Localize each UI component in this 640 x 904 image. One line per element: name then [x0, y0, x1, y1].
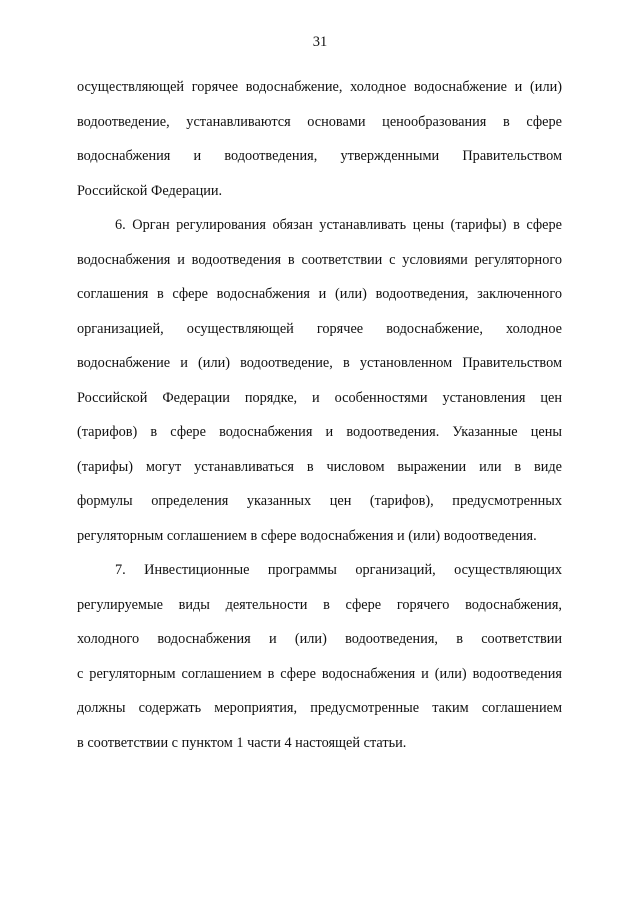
paragraph-item-7 — [77, 553, 562, 760]
text-line: 7. Инвестиционные программы организаций, осуществляющих — [115, 562, 562, 578]
text-line: организацией, осуществляющей горячее водоснабжение, холодное — [77, 320, 562, 337]
text-line: (тарифов) в сфере водоснабжения и водоотведения. Указанные цены — [77, 424, 562, 440]
text-line: (тарифы) могут устанавливаться в числовом выражении или в виде — [77, 458, 562, 475]
page-number: 31 — [312, 34, 328, 50]
text-line: в соответствии с пунктом 1 части 4 настоящей статьи. — [77, 734, 407, 751]
text-line: водоотведение, устанавливаются основами ценообразования в сфере — [77, 113, 562, 130]
text-line: регуляторным соглашением в сфере водоснабжения и (или) водоотведения. — [77, 527, 537, 544]
text-line: Российской Федерации. — [77, 182, 223, 199]
text-line: 6. Орган регулирования обязан устанавливать цены (тарифы) в сфере — [115, 217, 562, 233]
text-line: водоснабжения и водоотведения в соответствии с условиями регуляторного — [77, 251, 562, 268]
text-line: с регуляторным соглашением в сфере водоснабжения и (или) водоотведения — [77, 665, 562, 682]
paragraph-continuation — [77, 70, 562, 208]
text-line: должны содержать мероприятия, предусмотренные таким соглашением — [77, 700, 562, 716]
document-body — [77, 70, 562, 760]
text-line: холодного водоснабжения и (или) водоотведения, в соответствии — [77, 631, 562, 647]
text-line: водоснабжения и водоотведения, утвержденными Правительством — [77, 148, 562, 164]
text-line: соглашения в сфере водоснабжения и (или) водоотведения, заключенного — [77, 286, 562, 302]
text-line: осуществляющей горячее водоснабжение, холодное водоснабжение и (или) — [77, 79, 562, 95]
text-line: водоснабжение и (или) водоотведение, в установленном Правительством — [77, 355, 562, 371]
text-line: Российской Федерации порядке, и особенностями установления цен — [77, 389, 562, 406]
paragraph-item-6 — [77, 208, 562, 553]
text-line: регулируемые виды деятельности в сфере горячего водоснабжения, — [77, 596, 562, 613]
text-line: формулы определения указанных цен (тарифов), предусмотренных — [77, 493, 562, 509]
